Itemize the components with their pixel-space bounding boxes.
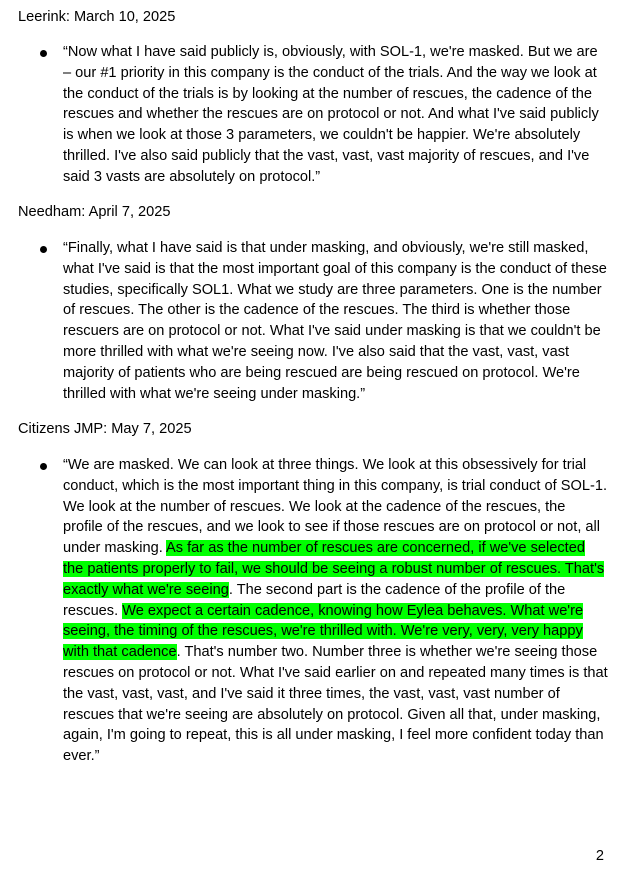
bullet-icon — [40, 463, 47, 470]
section-heading-leerink: Leerink: March 10, 2025 — [18, 9, 176, 25]
highlighted-text: We expect a certain cadence, knowing how Eylea behaves. What we're seeing, the timing of the rescues, we're thrilled with. We're very, very, very happy with that cadence — [63, 602, 584, 661]
quote-leerink — [63, 42, 608, 188]
quote-text: . That's number two. Number three is whether we're seeing those rescues on protocol or not. What I've said earlier on and repeated many times is that the vast, vast, vast, and I've said it three times, the vast, vast, vast number of rescues that we're seeing are absolutely on protocol. Given all that, under masking, again, I'm going to repeat, this is all under masking, I feel more confident today than ever.” — [63, 644, 608, 765]
quote-text: “We are masked. We can look at three things. We look at this obsessively for trial conduct, which is the most important thing in this company, is trial conduct of SOL-1. We look at the number of rescues. We look at the cadence of the rescues, the profile of the rescues, and we look to see if those rescues are on protocol or not, all under masking. — [63, 457, 608, 557]
highlighted-text: As far as the number of rescues are concerned, if we've selected the patients properly to fail, we should be seeing a robust number of rescues. That's exactly what we're seeing — [63, 540, 605, 598]
bullet-icon — [40, 246, 47, 253]
quote-text: “Finally, what I have said is that under masking, and obviously, we're still masked, what I've said is that the most important goal of this company is the conduct of these studies, specifically SOL1. What we study are three parameters. One is the number of rescues. The other is the cadence of the rescues. The third is whether those rescuers are on protocol or not. What I've said under masking is that we couldn't be more thrilled with what we're seeing now. I've also said that the vast, vast, vast majority of patients who are being rescued are being rescued on protocol. We're thrilled with what we're seeing under masking.” — [63, 240, 607, 402]
quote-text: “Now what I have said publicly is, obviously, with SOL-1, we're masked. But we are – our #1 priority in this company is the conduct of the trials. And the way we look at the conduct of the trials is by looking at the number of rescues, the cadence of the rescues and whether the rescues are on protocol or not. And what I've said publicly is when we look at those 3 parameters, we couldn't be happier. We're absolutely thrilled. I've also said publicly that the vast, vast, vast majority of rescues, and I've said 3 vasts are absolutely on protocol.” — [63, 44, 599, 185]
quote-needham — [63, 238, 608, 404]
quote-citizens-jmp — [63, 455, 608, 767]
bullet-icon — [40, 50, 47, 57]
page-number: 2 — [595, 848, 604, 864]
section-heading-needham: Needham: April 7, 2025 — [18, 204, 171, 220]
quote-text: . The second part is the cadence of the profile of the rescues. — [63, 581, 566, 619]
section-heading-citizens-jmp: Citizens JMP: May 7, 2025 — [18, 421, 192, 437]
